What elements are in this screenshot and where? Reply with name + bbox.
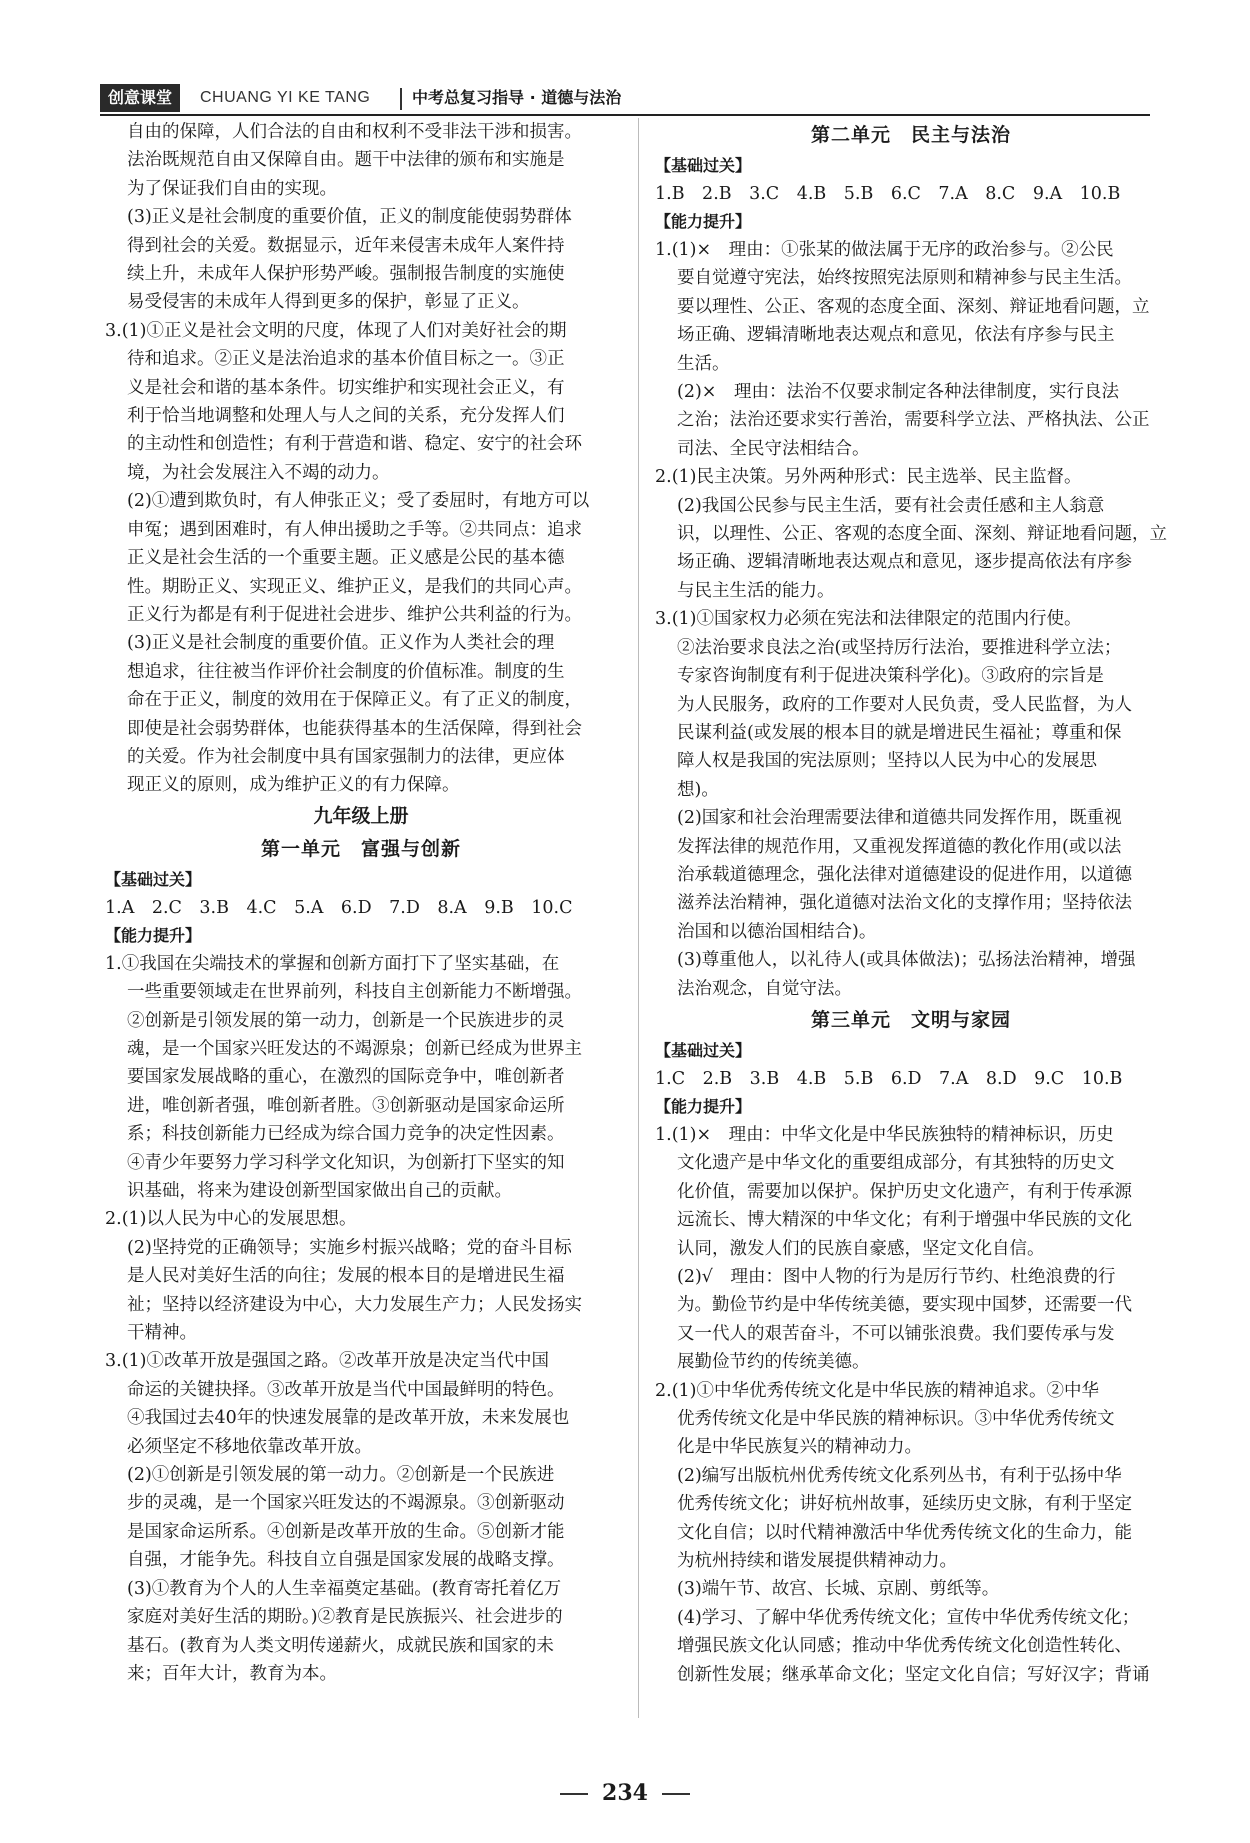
text-line: 认同，激发人们的民族自豪感，坚定文化自信。 bbox=[677, 1238, 1045, 1259]
text-line: 展勤俭节约的传统美德。 bbox=[677, 1352, 870, 1373]
unit1-basic-tag: 【基础过关】 bbox=[105, 869, 202, 889]
text-line: 想追求，往往被当作评价社会制度的价值标准。制度的生 bbox=[127, 661, 565, 682]
text-line: 为。勤俭节约是中华传统美德，要实现中国梦，还需要一代 bbox=[677, 1295, 1132, 1316]
text-line: (2)× 理由：法治不仅要求制定各种法律制度，实行良法 bbox=[677, 382, 1119, 403]
text-line: 为杭州持续和谐发展提供精神动力。 bbox=[677, 1551, 957, 1572]
left-bottom-text bbox=[105, 950, 617, 1689]
text-line: (4)学习、了解中华优秀传统文化；宣传中华优秀传统文化； bbox=[677, 1607, 1140, 1628]
series-title: 中考总复习指导 · 道德与法治 bbox=[412, 88, 622, 107]
text-line: 自强，才能争先。科技自立自强是国家发展的战略支撑。 bbox=[127, 1550, 565, 1571]
text-line: (3)正义是社会制度的重要价值。正义作为人类社会的理 bbox=[127, 633, 555, 654]
text-line: 境，为社会发展注入不竭的动力。 bbox=[127, 462, 390, 483]
text-line: 法治观念，自觉守法。 bbox=[677, 978, 852, 999]
page-number-area bbox=[0, 1780, 1250, 1806]
unit3-title: 第三单元 文明与家园 bbox=[810, 1008, 1011, 1031]
column-divider bbox=[638, 118, 639, 1718]
text-line: 1.(1)× 理由：①张某的做法属于无序的政治参与。②公民 bbox=[655, 240, 1114, 260]
text-line: 续上升，未成年人保护形势严峻。强制报告制度的实施使 bbox=[127, 264, 565, 285]
unit3-basic-answers: 1.C 2.B 3.B 4.B 5.B 6.D 7.A 8.D 9.C 10.B bbox=[655, 1068, 1123, 1089]
unit3-ability-tag: 【能力提升】 bbox=[655, 1096, 752, 1116]
text-line: 专家咨询制度有利于促进决策科学化)。③政府的宗旨是 bbox=[677, 666, 1104, 687]
text-line: 必须坚定不移地依靠改革开放。 bbox=[127, 1436, 372, 1457]
text-line: 滋养法治精神，强化道德对法治文化的支撑作用；坚持依法 bbox=[677, 893, 1132, 914]
unit2-text bbox=[655, 236, 1167, 1003]
text-line: 易受侵害的未成年人得到更多的保护，彰显了正义。 bbox=[127, 292, 530, 313]
text-line: 要自觉遵守宪法，始终按照宪法原则和精神参与民主生活。 bbox=[677, 268, 1132, 289]
text-line: 治国和以德治国相结合)。 bbox=[677, 921, 877, 942]
text-line: 识基础，将来为建设创新型国家做出自己的贡献。 bbox=[127, 1181, 512, 1201]
text-line: 1.(1)× 理由：中华文化是中华民族独特的精神标识，历史 bbox=[655, 1124, 1114, 1145]
text-line: 的关爱。作为社会制度中具有国家强制力的法律，更应体 bbox=[127, 746, 565, 767]
text-line: (2)坚持党的正确领导；实施乡村振兴战略；党的奋斗目标 bbox=[127, 1237, 572, 1258]
text-line: 自由的保障，人们合法的自由和权利不受非法干涉和损害。 bbox=[127, 122, 582, 142]
text-line: 系；科技创新能力已经成为综合国力竞争的决定性因素。 bbox=[127, 1124, 565, 1145]
text-line: 步的灵魂，是一个国家兴旺发达的不竭源泉。③创新驱动 bbox=[127, 1493, 565, 1514]
page-header bbox=[100, 84, 1150, 116]
text-line: ④青少年要努力学习科学文化知识，为创新打下坚实的知 bbox=[127, 1152, 565, 1173]
unit3-text bbox=[655, 1121, 1167, 1689]
text-line: 3.(1)①改革开放是强国之路。②改革开放是决定当代中国 bbox=[105, 1351, 549, 1372]
text-line: 是国家命运所系。④创新是改革开放的生命。⑤创新才能 bbox=[127, 1521, 565, 1542]
header-separator bbox=[400, 88, 402, 110]
page-dash-right bbox=[662, 1793, 690, 1795]
text-line: 远流长、博大精深的中华文化；有利于增强中华民族的文化 bbox=[677, 1210, 1132, 1231]
text-line: ②创新是引领发展的第一动力，创新是一个民族进步的灵 bbox=[127, 1010, 565, 1031]
text-line: 优秀传统文化；讲好杭州故事，延续历史文脉，有利于坚定 bbox=[677, 1494, 1132, 1515]
text-line: 治承载道德理念，强化法律对道德建设的促进作用，以道德 bbox=[677, 864, 1132, 885]
grade-title: 九年级上册 bbox=[313, 804, 409, 827]
text-line: 2.(1)民主决策。另外两种形式：民主选举、民主监督。 bbox=[655, 467, 1082, 488]
text-line: 障人权是我国的宪法原则；坚持以人民为中心的发展思 bbox=[677, 751, 1097, 772]
text-line: 之治；法治还要求实行善治，需要科学立法、严格执法、公正 bbox=[677, 410, 1150, 431]
text-line: 利于恰当地调整和处理人与人之间的关系，充分发挥人们 bbox=[127, 406, 565, 427]
text-line: 又一代人的艰苦奋斗，不可以铺张浪费。我们要传承与发 bbox=[677, 1323, 1115, 1344]
text-line: (2)√ 理由：图中人物的行为是厉行节约、杜绝浪费的行 bbox=[677, 1267, 1116, 1287]
text-line: ④我国过去40年的快速发展靠的是改革开放，未来发展也 bbox=[127, 1408, 570, 1429]
left-top-text bbox=[105, 118, 617, 800]
text-line: (3)端午节、故宫、长城、京剧、剪纸等。 bbox=[677, 1579, 1000, 1600]
text-line: 申冤；遇到困难时，有人伸出援助之手等。②共同点：追求 bbox=[127, 519, 582, 540]
unit2-basic-tag: 【基础过关】 bbox=[655, 156, 752, 175]
unit2-title: 第二单元 民主与法治 bbox=[810, 124, 1011, 146]
unit1-basic-answers: 1.A 2.C 3.B 4.C 5.A 6.D 7.D 8.A 9.B 10.C bbox=[105, 897, 573, 918]
text-line: 要国家发展战略的重心，在激烈的国际竞争中，唯创新者 bbox=[127, 1067, 565, 1088]
text-line: 正义行为都是有利于促进社会进步、维护公共利益的行为。 bbox=[127, 604, 582, 625]
text-line: 要以理性、公正、客观的态度全面、深刻、辩证地看问题，立 bbox=[677, 296, 1150, 317]
text-line: (2)①遭到欺负时，有人伸张正义；受了委屈时，有地方可以 bbox=[127, 491, 590, 512]
text-line: 想)。 bbox=[677, 779, 719, 800]
text-line: 待和追求。②正义是法治追求的基本价值目标之一。③正 bbox=[127, 349, 565, 370]
text-line: 1.①我国在尖端技术的掌握和创新方面打下了坚实基础，在 bbox=[105, 953, 560, 974]
text-line: 命运的关键抉择。③改革开放是当代中国最鲜明的特色。 bbox=[127, 1379, 565, 1400]
brand-label: 创意课堂 bbox=[100, 84, 180, 112]
text-line: (2)编写出版杭州优秀传统文化系列丛书，有利于弘扬中华 bbox=[677, 1465, 1122, 1486]
text-line: 识，以理性、公正、客观的态度全面、深刻、辩证地看问题，立 bbox=[677, 524, 1167, 545]
text-line: (3)①教育为个人的人生幸福奠定基础。(教育寄托着亿万 bbox=[127, 1578, 562, 1599]
text-line: 生活。 bbox=[677, 353, 730, 374]
text-line: 现正义的原则，成为维护正义的有力保障。 bbox=[127, 775, 460, 796]
text-line: 3.(1)①国家权力必须在宪法和法律限定的范围内行使。 bbox=[655, 609, 1082, 630]
text-line: 司法、全民守法相结合。 bbox=[677, 438, 870, 459]
text-line: 是人民对美好生活的向往；发展的根本目的是增进民生福 bbox=[127, 1266, 565, 1287]
text-line: 发挥法律的规范作用，又重视发挥道德的教化作用(或以法 bbox=[677, 836, 1122, 857]
unit2-basic-answers: 1.B 2.B 3.C 4.B 5.B 6.C 7.A 8.C 9.A 10.B bbox=[655, 184, 1121, 204]
text-line: 得到社会的关爱。数据显示，近年来侵害未成年人案件持 bbox=[127, 235, 565, 256]
text-line: (3)尊重他人，以礼待人(或具体做法)；弘扬法治精神，增强 bbox=[677, 950, 1136, 971]
page-number: 234 bbox=[602, 1780, 648, 1806]
text-line: 即使是社会弱势群体，也能获得基本的生活保障，得到社会 bbox=[127, 718, 582, 739]
text-line: 干精神。 bbox=[127, 1323, 197, 1344]
text-line: 义是社会和谐的基本条件。切实维护和实现社会正义，有 bbox=[127, 377, 565, 398]
text-line: 3.(1)①正义是社会文明的尺度，体现了人们对美好社会的期 bbox=[105, 320, 567, 341]
text-line: 家庭对美好生活的期盼。)②教育是民族振兴、社会进步的 bbox=[127, 1607, 563, 1628]
text-line: 法治既规范自由又保障自由。题干中法律的颁布和实施是 bbox=[127, 150, 565, 171]
text-line: 魂，是一个国家兴旺发达的不竭源泉；创新已经成为世界主 bbox=[127, 1038, 582, 1059]
text-line: 文化遗产是中华文化的重要组成部分，有其独特的历史文 bbox=[677, 1153, 1115, 1174]
unit2-ability-tag: 【能力提升】 bbox=[655, 212, 752, 231]
text-line: 文化自信；以时代精神激活中华优秀传统文化的生命力，能 bbox=[677, 1522, 1132, 1543]
text-line: 正义是社会生活的一个重要主题。正义感是公民的基本德 bbox=[127, 548, 565, 569]
text-line: 命在于正义，制度的效用在于保障正义。有了正义的制度， bbox=[127, 690, 582, 711]
text-line: 来；百年大计，教育为本。 bbox=[127, 1663, 337, 1684]
text-line: 性。期盼正义、实现正义、维护正义，是我们的共同心声。 bbox=[127, 576, 582, 597]
unit3-basic-tag: 【基础过关】 bbox=[655, 1040, 752, 1060]
text-line: (3)正义是社会制度的重要价值，正义的制度能使弱势群体 bbox=[127, 207, 572, 228]
text-line: (2)国家和社会治理需要法律和道德共同发挥作用，既重视 bbox=[677, 808, 1122, 829]
text-line: 祉；坚持以经济建设为中心，大力发展生产力；人民发扬实 bbox=[127, 1294, 582, 1315]
page-dash-left bbox=[560, 1793, 588, 1795]
text-line: 进，唯创新者强，唯创新者胜。③创新驱动是国家命运所 bbox=[127, 1095, 565, 1116]
text-line: (2)①创新是引领发展的第一动力。②创新是一个民族进 bbox=[127, 1465, 555, 1486]
text-line: 增强民族文化认同感；推动中华优秀传统文化创造性转化、 bbox=[677, 1636, 1132, 1657]
text-line: 与民主生活的能力。 bbox=[677, 580, 835, 601]
text-line: ②法治要求良法之治(或坚持厉行法治，要推进科学立法； bbox=[677, 637, 1122, 658]
text-line: 优秀传统文化是中华民族的精神标识。③中华优秀传统文 bbox=[677, 1409, 1115, 1430]
text-line: 2.(1)以人民为中心的发展思想。 bbox=[105, 1209, 357, 1230]
text-line: 基石。(教育为人类文明传递薪火，成就民族和国家的未 bbox=[127, 1635, 554, 1656]
text-line: 创新性发展；继承革命文化；坚定文化自信；写好汉字；背诵 bbox=[677, 1664, 1150, 1685]
left-column bbox=[105, 118, 617, 1688]
text-line: (2)我国公民参与民主生活，要有社会责任感和主人翁意 bbox=[677, 495, 1105, 516]
text-line: 为了保证我们自由的实现。 bbox=[127, 178, 337, 199]
unit1-title: 第一单元 富强与创新 bbox=[260, 837, 461, 860]
text-line: 一些重要领域走在世界前列，科技自主创新能力不断增强。 bbox=[127, 982, 582, 1003]
text-line: 2.(1)①中华优秀传统文化是中华民族的精神追求。②中华 bbox=[655, 1380, 1099, 1401]
text-line: 化价值，需要加以保护。保护历史文化遗产，有利于传承源 bbox=[677, 1181, 1132, 1202]
unit1-ability-tag: 【能力提升】 bbox=[105, 925, 202, 945]
text-line: 民谋利益(或发展的根本目的就是增进民生福祉；尊重和保 bbox=[677, 722, 1122, 743]
text-line: 化是中华民族复兴的精神动力。 bbox=[677, 1437, 922, 1458]
text-line: 场正确、逻辑清晰地表达观点和意见，逐步提高依法有序参 bbox=[677, 552, 1132, 573]
text-line: 场正确、逻辑清晰地表达观点和意见，依法有序参与民主 bbox=[677, 325, 1115, 346]
text-line: 的主动性和创造性；有利于营造和谐、稳定、安宁的社会环 bbox=[127, 434, 582, 455]
right-column bbox=[655, 118, 1167, 1689]
brand-english: CHUANG YI KE TANG bbox=[200, 89, 371, 106]
text-line: 为人民服务，政府的工作要对人民负责，受人民监督，为人 bbox=[677, 694, 1132, 715]
